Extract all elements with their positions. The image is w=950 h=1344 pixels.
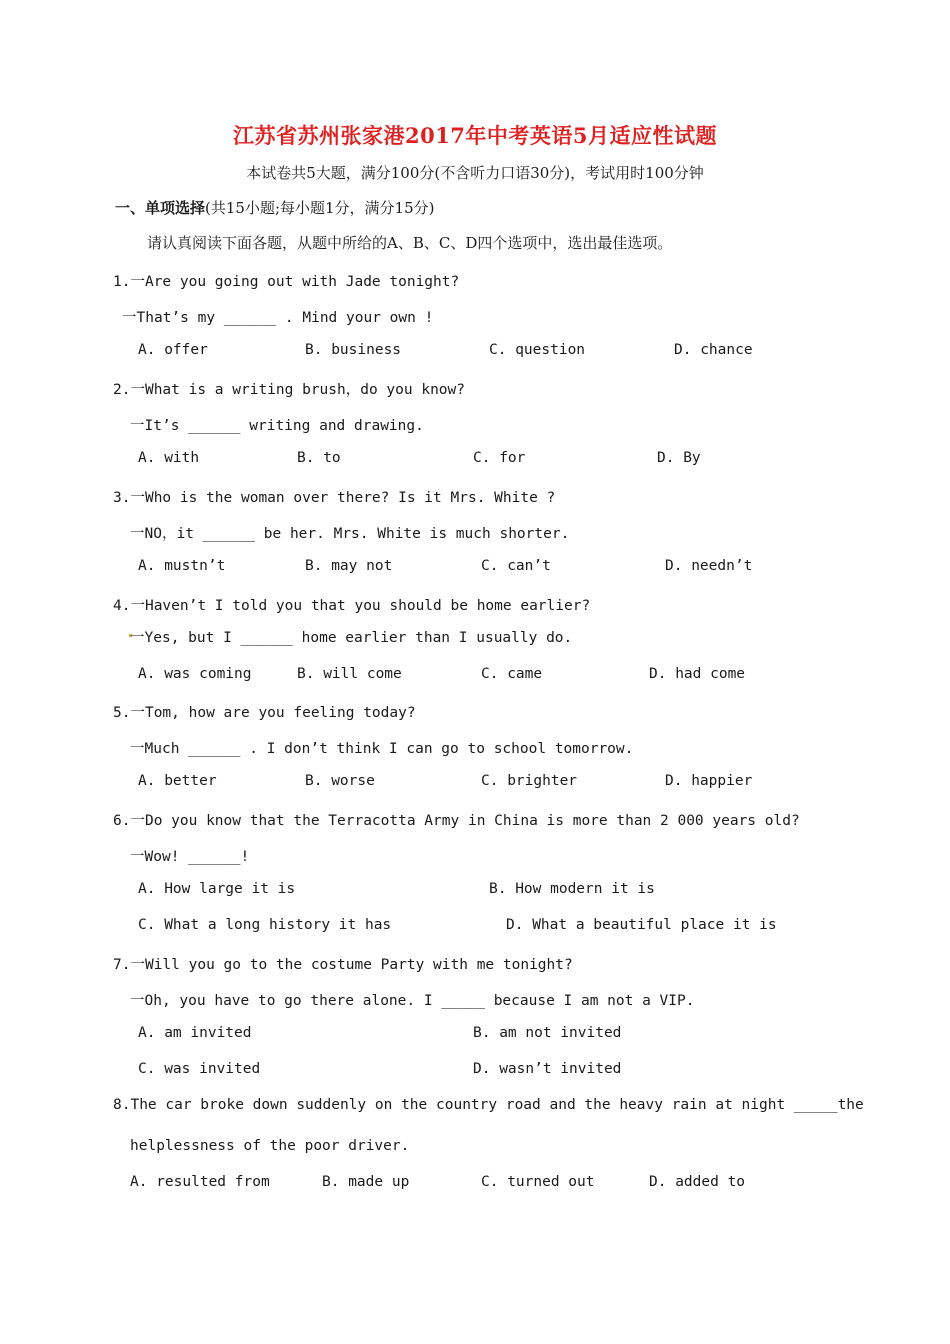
question-6-prompt: 6.一Do you know that the Terracotta Army in China is more than 2 000 years old?	[113, 813, 800, 829]
question-8-continuation: helplessness of the poor driver.	[130, 1138, 410, 1154]
page-title: 江苏省苏州张家港2017年中考英语5月适应性试题	[232, 123, 718, 148]
question-4-option-b[interactable]: B. will come	[297, 666, 402, 682]
question-3-response: 一NO，it ______ be her. Mrs. White is much shorter.	[130, 526, 570, 542]
question-7-option-d[interactable]: D. wasn’t invited	[473, 1061, 622, 1077]
question-2-prompt: 2.一What is a writing brush，do you know?	[113, 382, 466, 398]
question-7-response: 一Oh, you have to go there alone. I _____ because I am not a VIP.	[130, 993, 695, 1009]
question-5-response: 一Much ______ . I don’t think I can go to school tomorrow.	[130, 741, 634, 757]
question-2-option-c[interactable]: C. for	[473, 450, 526, 466]
question-1-response: 一That’s my ______ . Mind your own !	[122, 310, 434, 326]
question-3-option-c[interactable]: C. can’t	[481, 558, 551, 574]
question-8-prompt: 8.The car broke down suddenly on the country road and the heavy rain at night _____the	[113, 1097, 864, 1113]
question-2-response: 一It’s ______ writing and drawing.	[130, 418, 424, 434]
question-8-option-b[interactable]: B. made up	[322, 1174, 410, 1190]
question-7-option-a[interactable]: A. am invited	[138, 1025, 252, 1041]
question-3-option-d[interactable]: D. needn’t	[665, 558, 753, 574]
question-4-response: 一Yes, but I ______ home earlier than I usually do.	[130, 630, 573, 646]
question-1-prompt: 1.一Are you going out with Jade tonight?	[113, 274, 460, 290]
instruction-text: 请认真阅读下面各题，从题中所给的A、B、C、D四个选项中，选出最佳选项。	[147, 234, 673, 252]
question-7-option-b[interactable]: B. am not invited	[473, 1025, 622, 1041]
section-title: 一、单项选择	[115, 199, 206, 217]
question-3-option-a[interactable]: A. mustn’t	[138, 558, 226, 574]
question-1-option-c[interactable]: C. question	[489, 342, 586, 358]
question-3-option-b[interactable]: B. may not	[305, 558, 393, 574]
question-6-option-d[interactable]: D. What a beautiful place it is	[506, 917, 777, 933]
question-5-prompt: 5.一Tom, how are you feeling today?	[113, 705, 416, 721]
exam-subtitle: 本试卷共5大题，满分100分(不含听力口语30分)，考试用时100分钟	[246, 164, 704, 182]
question-3-prompt: 3.一Who is the woman over there? Is it Mrs. White ?	[113, 490, 556, 506]
question-8-option-d[interactable]: D. added to	[649, 1174, 746, 1190]
question-6-response: 一Wow! ______!	[130, 849, 250, 865]
section-note: (共15小题;每小题1分，满分15分)	[205, 199, 435, 217]
question-6-option-a[interactable]: A. How large it is	[138, 881, 296, 897]
question-5-option-b[interactable]: B. worse	[305, 773, 375, 789]
question-2-option-a[interactable]: A. with	[138, 450, 200, 466]
question-7-prompt: 7.一Will you go to the costume Party with me tonight?	[113, 957, 573, 973]
question-6-option-c[interactable]: C. What a long history it has	[138, 917, 392, 933]
question-4-prompt: 4.一Haven’t I told you that you should be home earlier?	[113, 598, 591, 614]
question-5-option-c[interactable]: C. brighter	[481, 773, 578, 789]
question-1-option-d[interactable]: D. chance	[674, 342, 753, 358]
question-4-option-c[interactable]: C. came	[481, 666, 543, 682]
question-6-option-b[interactable]: B. How modern it is	[489, 881, 655, 897]
question-2-option-d[interactable]: D. By	[657, 450, 701, 466]
question-4-option-a[interactable]: A. was coming	[138, 666, 252, 682]
question-1-option-b[interactable]: B. business	[305, 342, 402, 358]
question-8-option-a[interactable]: A. resulted from	[130, 1174, 270, 1190]
question-2-option-b[interactable]: B. to	[297, 450, 341, 466]
question-8-option-c[interactable]: C. turned out	[481, 1174, 595, 1190]
question-5-option-d[interactable]: D. happier	[665, 773, 753, 789]
question-4-option-d[interactable]: D. had come	[649, 666, 746, 682]
question-5-option-a[interactable]: A. better	[138, 773, 217, 789]
question-7-option-c[interactable]: C. was invited	[138, 1061, 261, 1077]
question-1-option-a[interactable]: A. offer	[138, 342, 208, 358]
section-heading	[115, 197, 435, 218]
